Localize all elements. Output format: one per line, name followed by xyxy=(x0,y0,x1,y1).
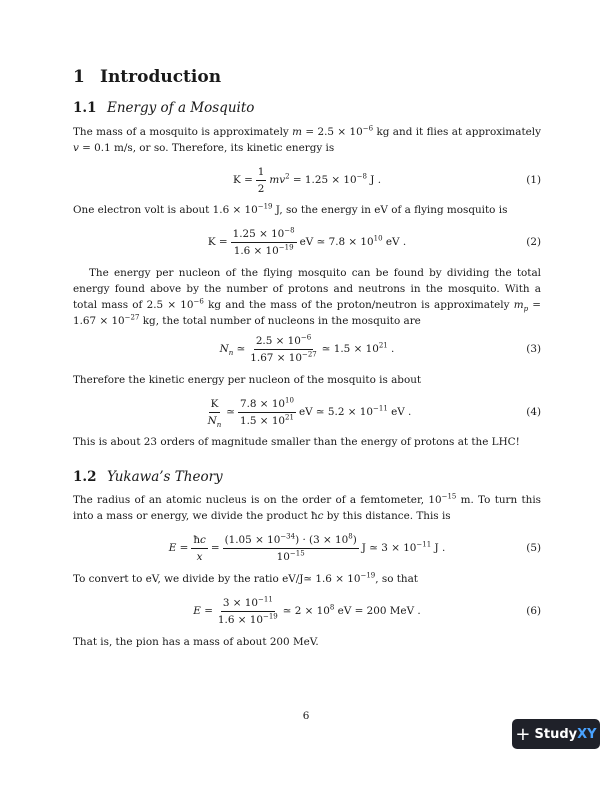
section-heading: 1 Introduction xyxy=(73,67,222,87)
paragraph: This is about 23 orders of magnitude smaller than the energy of protons at the LHC! xyxy=(73,436,520,448)
subsection-heading: 1.1 Energy of a Mosquito xyxy=(73,100,255,116)
equation: K = $\frac{1.25 \times 10^{-8}}{1.6 \times 10^{-19}}$ eV ≃ $7.8 \times 10^{10}$ eV . (2) xyxy=(207,226,541,257)
paragraph: One electron volt is about $1.6 \times 10^{-19}$ J, so the energy in eV of a flying mosquito is xyxy=(73,202,508,216)
page-number: 6 xyxy=(302,710,310,722)
paragraph: Therefore the kinetic energy per nucleon of the mosquito is about xyxy=(73,374,422,386)
equation: K = $\frac{1}{2}$ $mv^2 = 1.25 \times 10^{-8}$ J . (1) xyxy=(233,165,541,195)
paragraph: To convert to eV, we divide by the ratio eV/J≃ $1.6 \times 10^{-19}$, so that xyxy=(73,571,418,585)
subsection-heading: 1.2 Yukawa’s Theory xyxy=(73,469,223,485)
paragraph: The radius of an atomic nucleus is on the order of a femtometer, $10^{-15}$ m. To turn this into a mass or energy, we divide the product ħc by this distance. This is xyxy=(73,492,542,522)
paragraph: The energy per nucleon of the flying mosquito can be found by dividing the total energy found above by the number of protons and neutrons in the mosquito. With a total mass of $2.5 \times 10^{-6}$ kg and the mass of the proton/neutron is approximately $m_p = 1.67 \times 10^{-27}$ kg, the total number of nucleons in the mosquito are xyxy=(73,267,541,327)
equation: E = $\frac{ħc}{x}$ = $\frac{(1.05 \times 10^{-34}) \cdot (3 \times 10^8)}{10^{-15}}$ J ≃ $3 \times 10^{-11}$ J . (5) xyxy=(168,532,541,563)
paragraph: The mass of a mosquito is approximately $m = 2.5 \times 10^{-6}$ kg and it flies at approximately v = 0.1 m/s, or so. Therefore, its kinetic energy is xyxy=(73,124,541,154)
equation: E = $\frac{3 \times 10^{-11}}{1.6 \times 10^{-19}}$ ≃ $2 \times 10^8$ eV = 200 MeV . (6) xyxy=(193,595,541,626)
paragraph: That is, the pion has a mass of about 200 MeV. xyxy=(73,636,319,648)
equation: $N_n$ ≃ $\frac{2.5 \times 10^{-6}}{1.67 \times 10^{-27}}$ ≃ $1.5 \times 10^{21}$ . (3) xyxy=(219,333,541,364)
studyxy-logo: + Study XY xyxy=(512,719,600,749)
plus-icon: + xyxy=(515,723,531,745)
equation: $\frac{K}{N_n}$ ≃ $\frac{7.8 \times 10^{10}}{1.5 \times 10^{21}}$ eV ≃ $5.2 \times 10^{-11}$ eV . (4) xyxy=(207,396,541,429)
